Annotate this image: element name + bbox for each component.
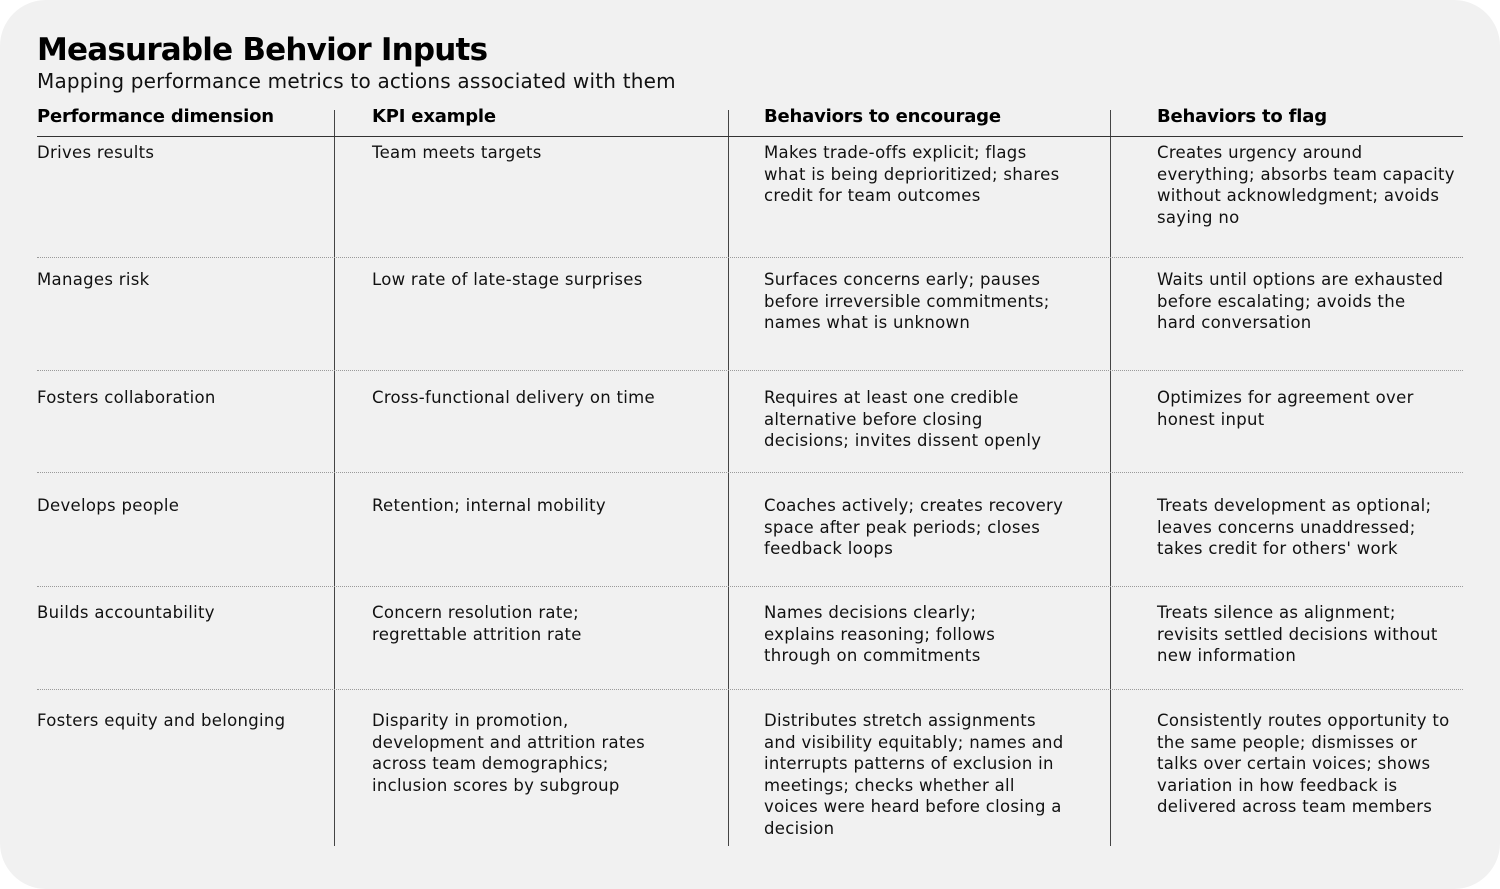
header-rule bbox=[37, 136, 1463, 137]
cell-flag: Treats development as optional; leaves concerns unaddressed; takes credit for others' work bbox=[1157, 496, 1432, 559]
cell-dimension: Fosters equity and belonging bbox=[37, 711, 286, 730]
page-title: Measurable Behvior Inputs bbox=[37, 32, 488, 68]
cell-kpi: Concern resolution rate; regrettable attrition rate bbox=[372, 603, 582, 644]
column-header-dimension: Performance dimension bbox=[37, 106, 274, 127]
row-separator bbox=[37, 257, 1463, 258]
cell-flag: Optimizes for agreement over honest input bbox=[1157, 388, 1414, 429]
cell-encourage: Makes trade-offs explicit; flags what is being deprioritized; shares credit for team outcomes bbox=[764, 143, 1060, 206]
cell-kpi: Low rate of late-stage surprises bbox=[372, 270, 643, 289]
cell-flag: Treats silence as alignment; revisits settled decisions without new information bbox=[1157, 603, 1438, 666]
column-divider bbox=[1110, 110, 1111, 846]
cell-dimension: Drives results bbox=[37, 143, 155, 162]
column-divider bbox=[334, 110, 335, 846]
row-separator bbox=[37, 689, 1463, 690]
page-subtitle: Mapping performance metrics to actions associated with them bbox=[37, 69, 676, 93]
cell-dimension: Develops people bbox=[37, 496, 180, 515]
row-separator bbox=[37, 370, 1463, 371]
column-header-kpi: KPI example bbox=[372, 106, 496, 127]
cell-kpi: Disparity in promotion, development and attrition rates across team demographics; inclusion scores by subgroup bbox=[372, 711, 646, 795]
cell-kpi: Team meets targets bbox=[372, 143, 542, 162]
cell-encourage: Requires at least one credible alternative before closing decisions; invites dissent openly bbox=[764, 388, 1042, 451]
cell-kpi: Cross-functional delivery on time bbox=[372, 388, 656, 407]
cell-encourage: Surfaces concerns early; pauses before irreversible commitments; names what is unknown bbox=[764, 270, 1050, 333]
column-header-flag: Behaviors to flag bbox=[1157, 106, 1327, 127]
cell-kpi: Retention; internal mobility bbox=[372, 496, 606, 515]
cell-flag: Creates urgency around everything; absorbs team capacity without acknowledgment; avoids saying no bbox=[1157, 143, 1455, 227]
cell-encourage: Coaches actively; creates recovery space after peak periods; closes feedback loops bbox=[764, 496, 1064, 559]
column-header-encourage: Behaviors to encourage bbox=[764, 106, 1001, 127]
cell-encourage: Names decisions clearly; explains reasoning; follows through on commitments bbox=[764, 603, 996, 666]
cell-dimension: Manages risk bbox=[37, 270, 150, 289]
cell-flag: Waits until options are exhausted before escalating; avoids the hard conversation bbox=[1157, 270, 1444, 333]
cell-flag: Consistently routes opportunity to the same people; dismisses or talks over certain voices; shows variation in how feedback is delivered across team members bbox=[1157, 711, 1450, 817]
column-divider bbox=[728, 110, 729, 846]
cell-dimension: Builds accountability bbox=[37, 603, 215, 622]
cell-dimension: Fosters collaboration bbox=[37, 388, 216, 407]
row-separator bbox=[37, 472, 1463, 473]
row-separator bbox=[37, 586, 1463, 587]
cell-encourage: Distributes stretch assignments and visibility equitably; names and interrupts patterns of exclusion in meetings; checks whether all voices were heard before closing a decision bbox=[764, 711, 1064, 838]
